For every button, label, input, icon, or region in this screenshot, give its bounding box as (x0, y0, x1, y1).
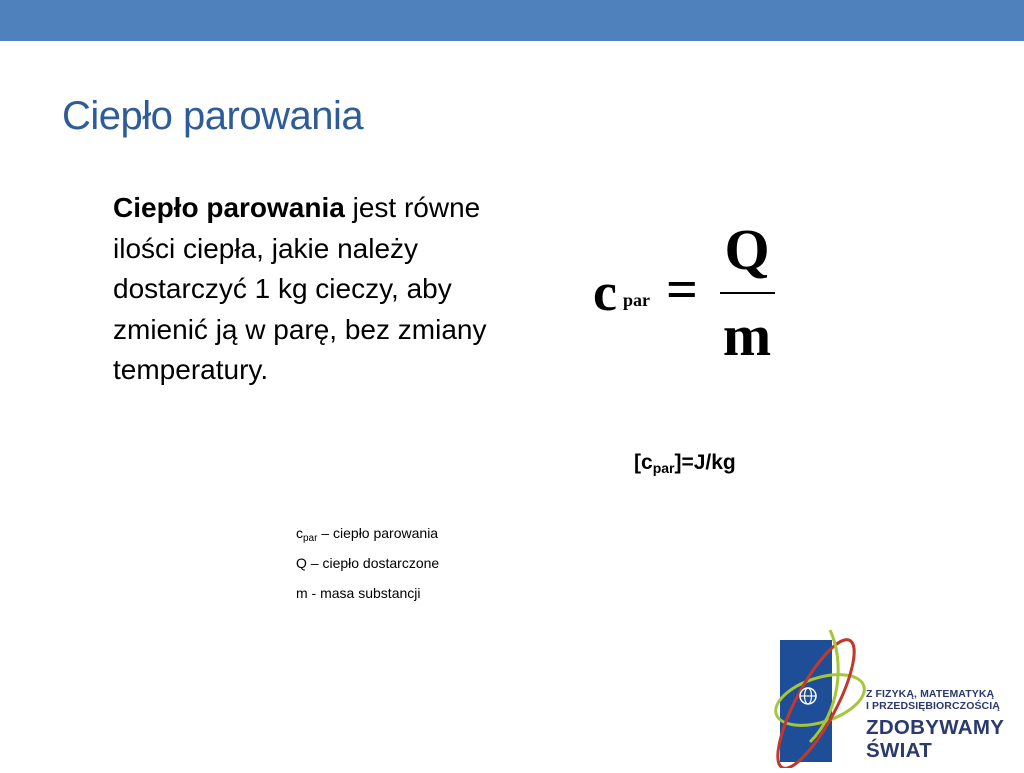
unit-close: ]=J/kg (674, 451, 736, 474)
fraction-line (720, 292, 775, 294)
legend-cpar-text: – ciepło parowania (317, 525, 439, 541)
formula-denominator: m (722, 303, 772, 368)
legend (296, 518, 439, 608)
unit-definition (634, 450, 736, 476)
unit-subscript: par (652, 460, 675, 476)
project-logo (770, 622, 1024, 768)
definition-text (113, 188, 493, 391)
logo-line-3: ZDOBYWAMY (866, 716, 1005, 739)
unit-open: [c (634, 451, 653, 474)
logo-line-4: ŚWIAT (866, 739, 933, 762)
slide-title: Ciepło parowania (62, 94, 364, 138)
legend-row-cpar (296, 518, 439, 548)
logo-line-2: I PRZEDSIĘBIORCZOŚCIĄ (866, 700, 1000, 712)
top-bar (0, 0, 1024, 41)
legend-cpar-symbol: c (296, 525, 303, 541)
formula-symbol: c (593, 262, 617, 322)
legend-cpar-subscript: par (303, 533, 318, 544)
formula-equals: = (666, 259, 698, 321)
formula-numerator: Q (724, 217, 770, 282)
formula (590, 217, 790, 372)
formula-subscript: par (623, 290, 650, 310)
definition-term: Ciepło parowania (113, 192, 345, 223)
logo-line-1: Z FIZYKĄ, MATEMATYKĄ (866, 688, 995, 700)
legend-row-m: m - masa substancji (296, 585, 421, 601)
definition-body: jest równe ilości ciepła, jakie należy dostarczyć 1 kg cieczy, aby zmienić ją w parę, bez zmiany temperatury. (113, 192, 487, 385)
logo-blue-panel (780, 640, 832, 762)
legend-row-q: Q – ciepło dostarczone (296, 555, 440, 571)
logo-text (866, 688, 1004, 762)
